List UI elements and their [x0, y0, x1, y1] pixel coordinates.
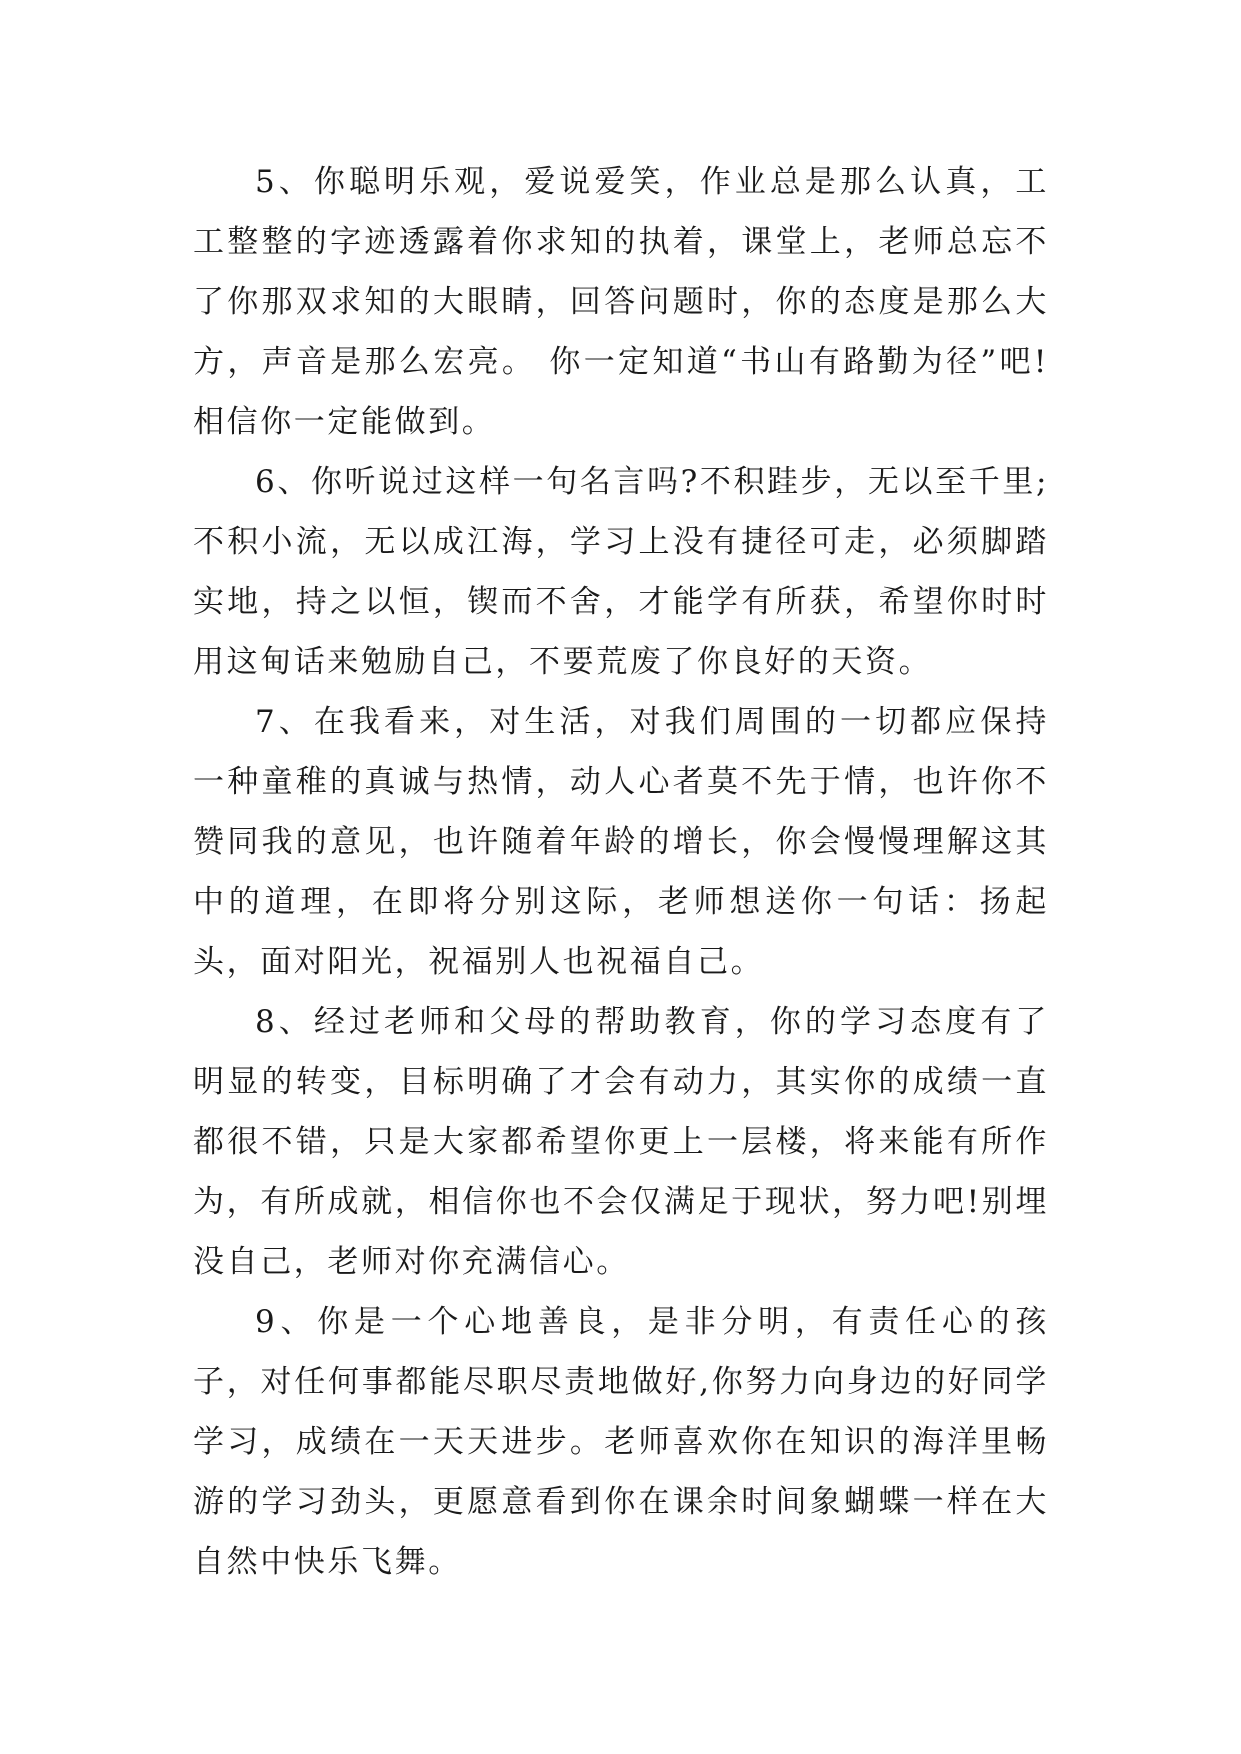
- comment-paragraph-6: 6、你听说过这样一句名言吗?不积跬步，无以至千里;不积小流，无以成江海，学习上没有捷径可走，必须脚踏实地，持之以恒，锲而不舍，才能学有所获，希望你时时用这甸话来勉励自己，不要荒废了你良好的天资。: [193, 464, 1049, 680]
- comment-paragraph-9: 9、你是一个心地善良，是非分明，有责任心的孩子，对任何事都能尽职尽责地做好,你努力向身边的好同学学习，成绩在一天天进步。老师喜欢你在知识的海洋里畅游的学习劲头，更愿意看到你在课余时间象蝴蝶一样在大自然中快乐飞舞。: [193, 1304, 1049, 1580]
- comment-paragraph-7: 7、在我看来，对生活，对我们周围的一切都应保持一种童稚的真诚与热情，动人心者莫不先于情，也许你不赞同我的意见，也许随着年龄的增长，你会慢慢理解这其中的道理，在即将分别这际，老师想送你一句话：扬起头，面对阳光，祝福别人也祝福自己。: [193, 704, 1049, 980]
- document-body: [193, 152, 1049, 1592]
- comment-paragraph-5: 5、你聪明乐观，爱说爱笑，作业总是那么认真，工工整整的字迹透露着你求知的执着，课堂上，老师总忘不了你那双求知的大眼睛，回答问题时，你的态度是那么大方，声音是那么宏亮。 你一定知道“书山有路勤为径”吧!相信你一定能做到。: [193, 164, 1049, 440]
- comment-paragraph-8: 8、经过老师和父母的帮助教育，你的学习态度有了明显的转变，目标明确了才会有动力，其实你的成绩一直都很不错，只是大家都希望你更上一层楼，将来能有所作为，有所成就，相信你也不会仅满足于现状，努力吧!别埋没自己，老师对你充满信心。: [193, 1004, 1049, 1280]
